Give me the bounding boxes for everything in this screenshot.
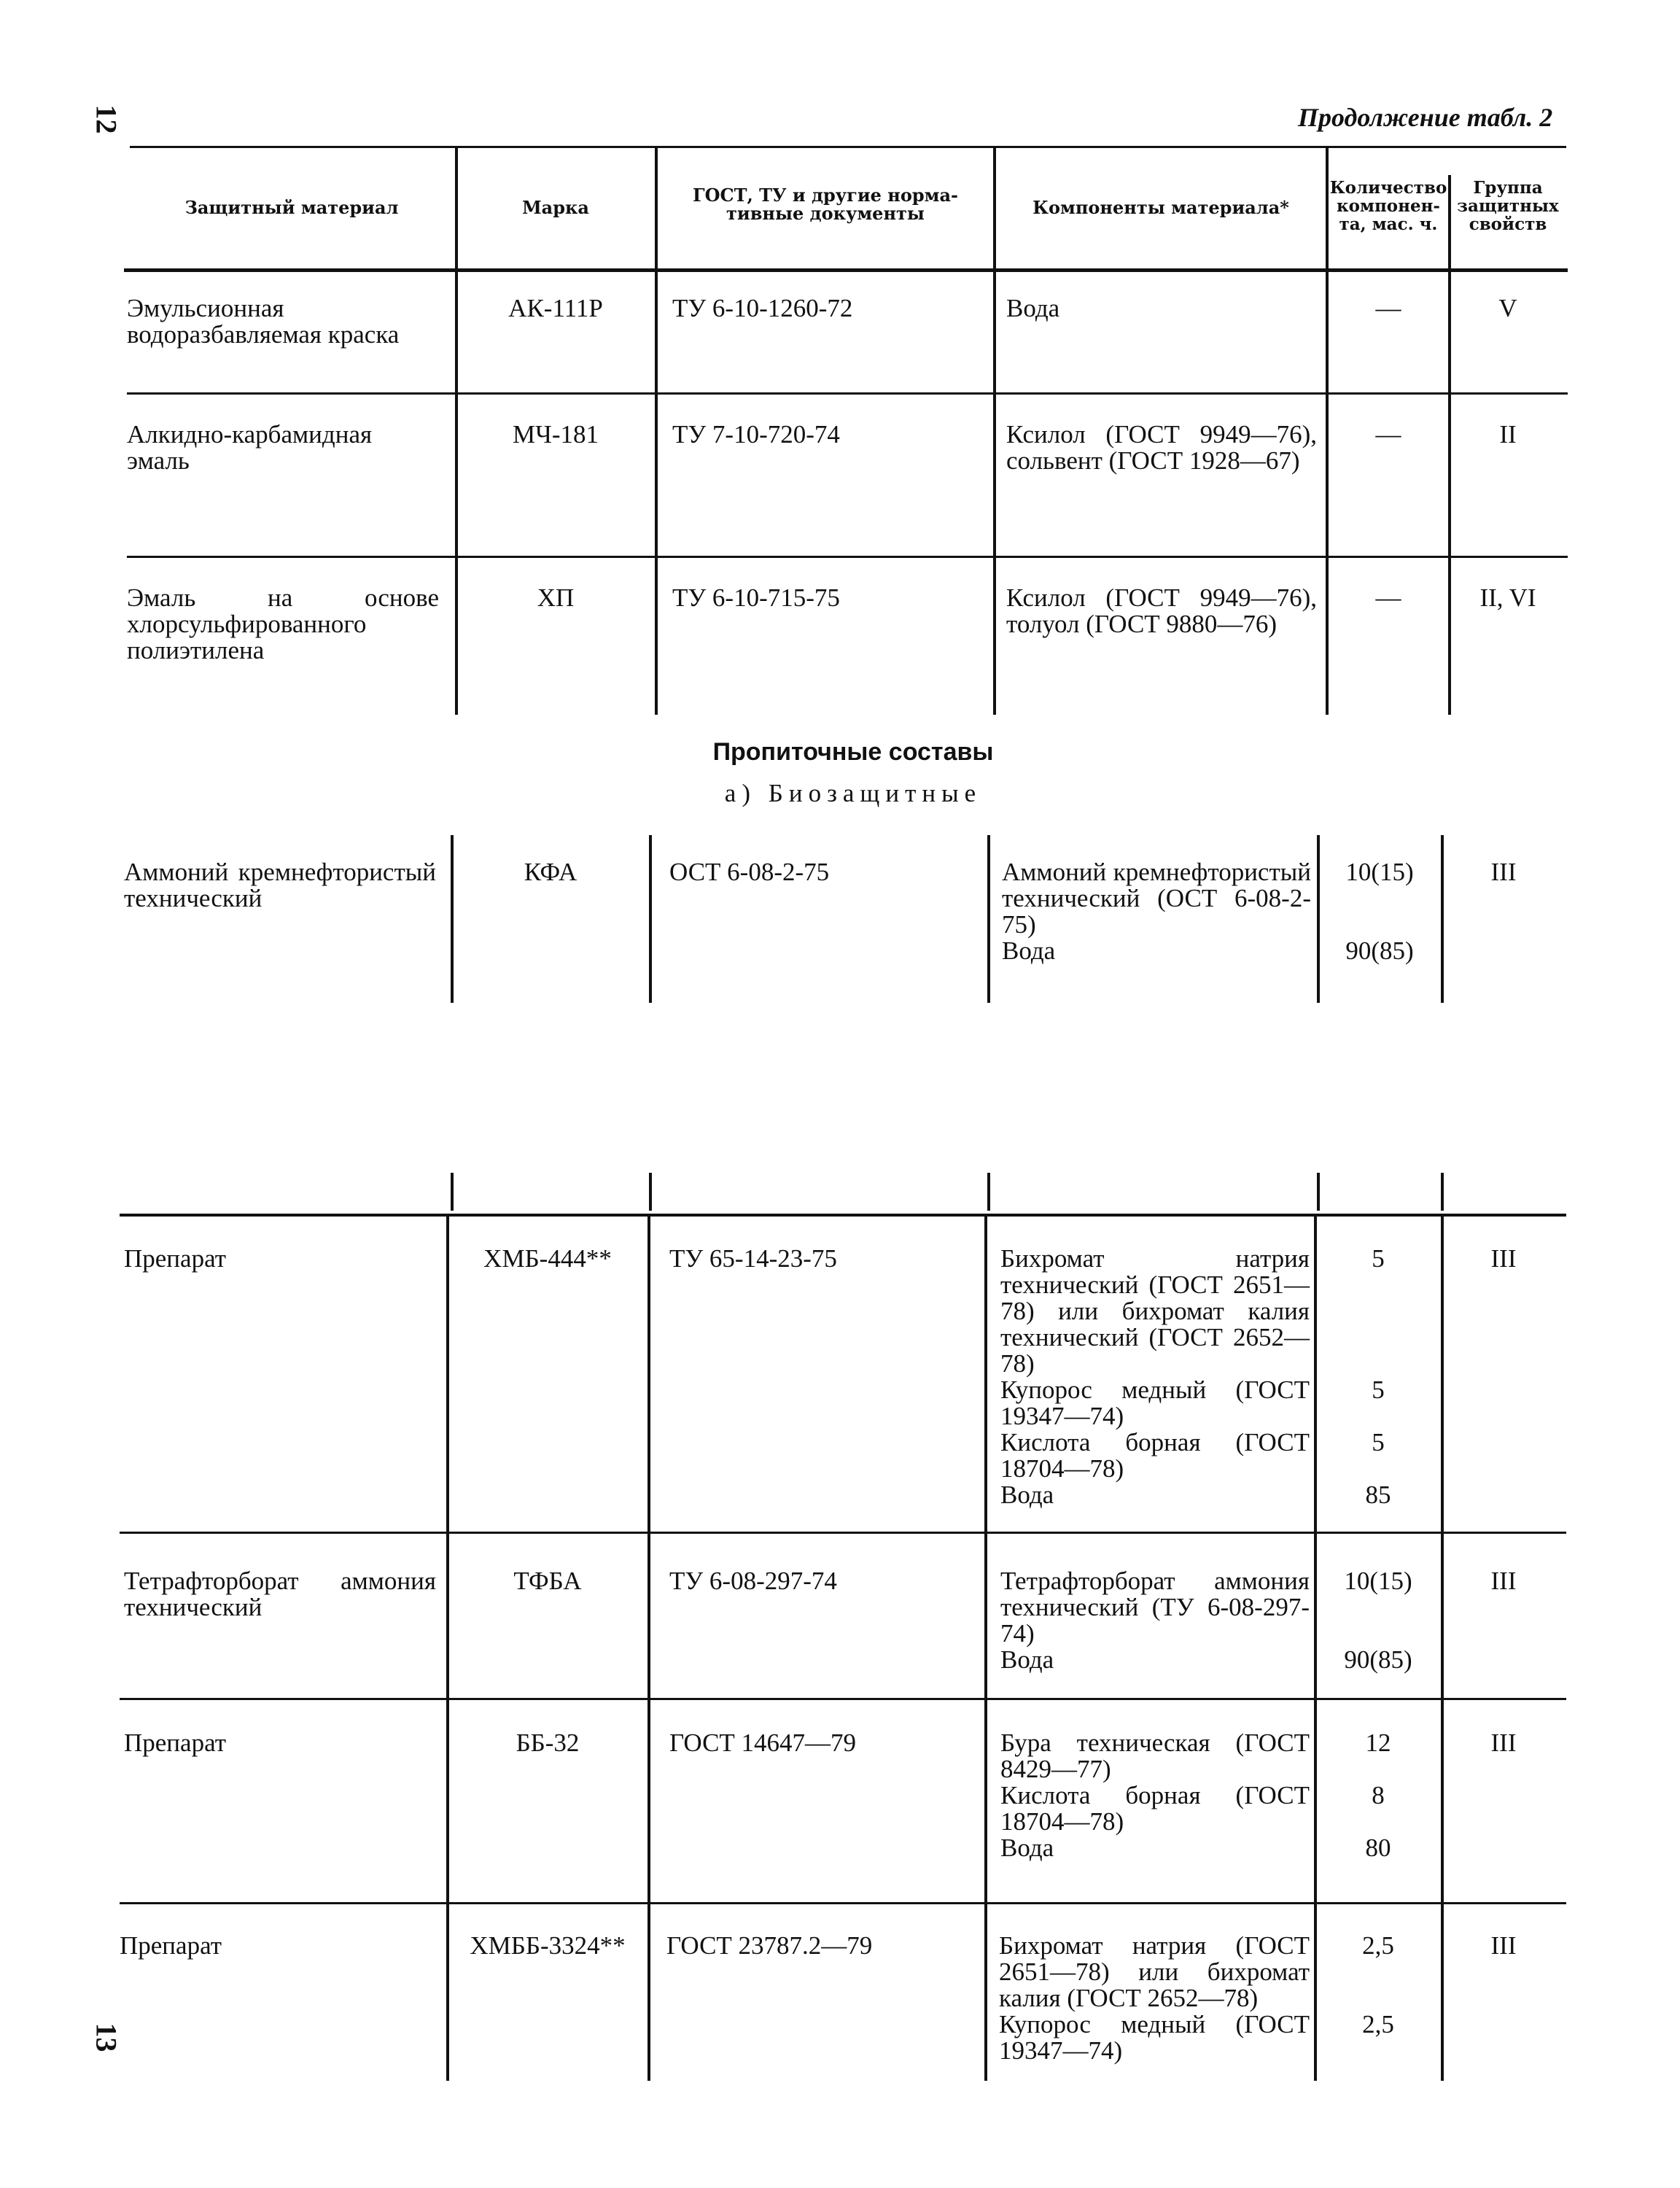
col-divider bbox=[655, 146, 658, 715]
cell-mark: ХП bbox=[537, 583, 575, 612]
col-header-amount: Количество компонен-та, мас. ч. bbox=[1329, 178, 1447, 234]
col-divider bbox=[1441, 1173, 1444, 1211]
cell-material: Тетрафторборат аммония технический bbox=[124, 1567, 436, 1621]
col-divider bbox=[1317, 835, 1320, 1003]
cell-components: Купорос медный (ГОСТ 19347—74) bbox=[1000, 1376, 1310, 1430]
cell-components: Вода bbox=[1000, 1645, 1054, 1674]
col-divider bbox=[1317, 1173, 1320, 1211]
cell-doc: ТУ 7-10-720-74 bbox=[672, 420, 840, 449]
row-rule bbox=[120, 1532, 1566, 1534]
cell-amount: 80 bbox=[1365, 1834, 1391, 1862]
cell-amount: 10(15) bbox=[1345, 858, 1414, 886]
table-top-rule bbox=[130, 146, 1566, 148]
cell-material: Аммоний кремнефтористый технический bbox=[124, 858, 436, 912]
cell-doc: ГОСТ 14647—79 bbox=[669, 1729, 857, 1757]
header-bottom-rule bbox=[120, 1214, 1566, 1217]
col-divider bbox=[1448, 175, 1451, 715]
row-rule bbox=[120, 1698, 1566, 1700]
col-divider bbox=[649, 1173, 652, 1211]
cell-components: Ксилол (ГОСТ 9949—76), толуол (ГОСТ 9880—76) bbox=[1006, 583, 1317, 638]
cell-doc: ТУ 6-08-297-74 bbox=[669, 1567, 837, 1595]
cell-material: Алкидно-карбамидная эмаль bbox=[127, 420, 373, 475]
col-header-doc: ГОСТ, ТУ и другие норма-тивные документы bbox=[693, 185, 958, 224]
col-divider bbox=[1441, 835, 1444, 1003]
cell-mark: КФА bbox=[524, 858, 578, 886]
cell-doc: ТУ 65-14-23-75 bbox=[669, 1244, 837, 1273]
cell-amount: 8 bbox=[1372, 1781, 1385, 1809]
cell-group: III bbox=[1490, 858, 1517, 886]
row-rule bbox=[127, 392, 1568, 395]
col-header-mark: Марка bbox=[522, 197, 589, 218]
cell-group: III bbox=[1490, 1729, 1517, 1757]
cell-group: III bbox=[1490, 1931, 1517, 1960]
row-rule bbox=[120, 1902, 1566, 1904]
cell-components: Кислота борная (ГОСТ 18704—78) bbox=[1000, 1428, 1310, 1483]
cell-amount: 85 bbox=[1365, 1481, 1391, 1509]
cell-doc: ТУ 6-10-715-75 bbox=[672, 583, 840, 612]
row-rule bbox=[127, 556, 1568, 558]
cell-doc: ТУ 6-10-1260-72 bbox=[672, 294, 853, 322]
cell-components: Вода bbox=[1002, 936, 1056, 965]
cell-components: Вода bbox=[1000, 1481, 1054, 1509]
cell-group: III bbox=[1490, 1244, 1517, 1273]
cell-amount: — bbox=[1375, 420, 1401, 449]
cell-group: II, VI bbox=[1479, 583, 1536, 612]
col-divider bbox=[649, 835, 652, 1003]
col-divider bbox=[451, 1173, 454, 1211]
cell-amount: 2,5 bbox=[1362, 2010, 1394, 2038]
cell-material: Препарат bbox=[120, 1931, 222, 1960]
cell-doc: ГОСТ 23787.2—79 bbox=[666, 1931, 873, 1960]
cell-material: Эмаль на основе хлорсульфированного полиэтилена bbox=[127, 583, 439, 664]
cell-mark: ХМББ-3324** bbox=[470, 1931, 626, 1960]
cell-components: Купорос медный (ГОСТ 19347—74) bbox=[999, 2010, 1310, 2065]
cell-material: Эмульсионная водоразбавляемая краска bbox=[127, 294, 400, 349]
col-header-group: Группа защитных свойств bbox=[1457, 178, 1559, 234]
page-number-top: 12 bbox=[90, 104, 123, 134]
cell-mark: МЧ-181 bbox=[512, 420, 599, 449]
cell-components: Бихромат натрия технический (ГОСТ 2651—78) или бихромат калия технический (ГОСТ 2652—78) bbox=[1000, 1244, 1310, 1378]
cell-group: III bbox=[1490, 1567, 1517, 1595]
cell-components: Аммоний кремнефтористый технический (ОСТ 6-08-2-75) bbox=[1002, 858, 1311, 939]
col-divider bbox=[993, 146, 996, 715]
col-divider bbox=[987, 835, 990, 1003]
col-header-material: Защитный материал bbox=[184, 197, 399, 218]
cell-mark: ТФБА bbox=[513, 1567, 582, 1595]
cell-group: II bbox=[1499, 420, 1517, 449]
cell-amount: 5 bbox=[1372, 1244, 1385, 1273]
cell-components: Вода bbox=[1000, 1834, 1054, 1862]
cell-components: Тетрафторборат аммония технический (ТУ 6-08-297-74) bbox=[1000, 1567, 1310, 1648]
col-divider bbox=[648, 1217, 650, 2081]
col-header-components: Компоненты материала* bbox=[1032, 197, 1289, 218]
col-divider bbox=[1441, 1217, 1444, 2081]
cell-amount: 2,5 bbox=[1362, 1931, 1394, 1960]
cell-material: Препарат bbox=[124, 1729, 226, 1757]
cell-group: V bbox=[1498, 294, 1517, 322]
col-divider bbox=[987, 1173, 990, 1211]
cell-mark: АК-111Р bbox=[508, 294, 603, 322]
cell-components: Ксилол (ГОСТ 9949—76), сольвент (ГОСТ 1928—67) bbox=[1006, 420, 1317, 475]
cell-mark: ХМБ-444** bbox=[483, 1244, 612, 1273]
cell-mark: ББ-32 bbox=[516, 1729, 580, 1757]
cell-components: Вода bbox=[1006, 294, 1060, 322]
cell-amount: 90(85) bbox=[1345, 936, 1414, 965]
cell-amount: — bbox=[1375, 583, 1401, 612]
table-continuation-label: Продолжение табл. 2 bbox=[1298, 103, 1553, 132]
col-divider bbox=[984, 1217, 987, 2081]
section-subtitle: а) Биозащитные bbox=[724, 779, 982, 807]
cell-material: Препарат bbox=[124, 1244, 226, 1273]
cell-amount: 90(85) bbox=[1344, 1645, 1412, 1674]
cell-doc: ОСТ 6-08-2-75 bbox=[669, 858, 830, 886]
cell-amount: 10(15) bbox=[1344, 1567, 1412, 1595]
cell-amount: 5 bbox=[1372, 1376, 1385, 1404]
col-divider bbox=[1314, 1217, 1317, 2081]
cell-components: Кислота борная (ГОСТ 18704—78) bbox=[1000, 1781, 1310, 1836]
header-bottom-rule bbox=[124, 268, 1568, 272]
page-number-bottom: 13 bbox=[90, 2022, 123, 2052]
cell-components: Бура техническая (ГОСТ 8429—77) bbox=[1000, 1729, 1310, 1783]
cell-components: Бихромат натрия (ГОСТ 2651—78) или бихромат калия (ГОСТ 2652—78) bbox=[999, 1931, 1310, 2012]
cell-amount: — bbox=[1375, 294, 1401, 322]
section-title: Пропиточные составы bbox=[712, 738, 994, 766]
cell-amount: 5 bbox=[1372, 1428, 1385, 1456]
cell-amount: 12 bbox=[1365, 1729, 1391, 1757]
